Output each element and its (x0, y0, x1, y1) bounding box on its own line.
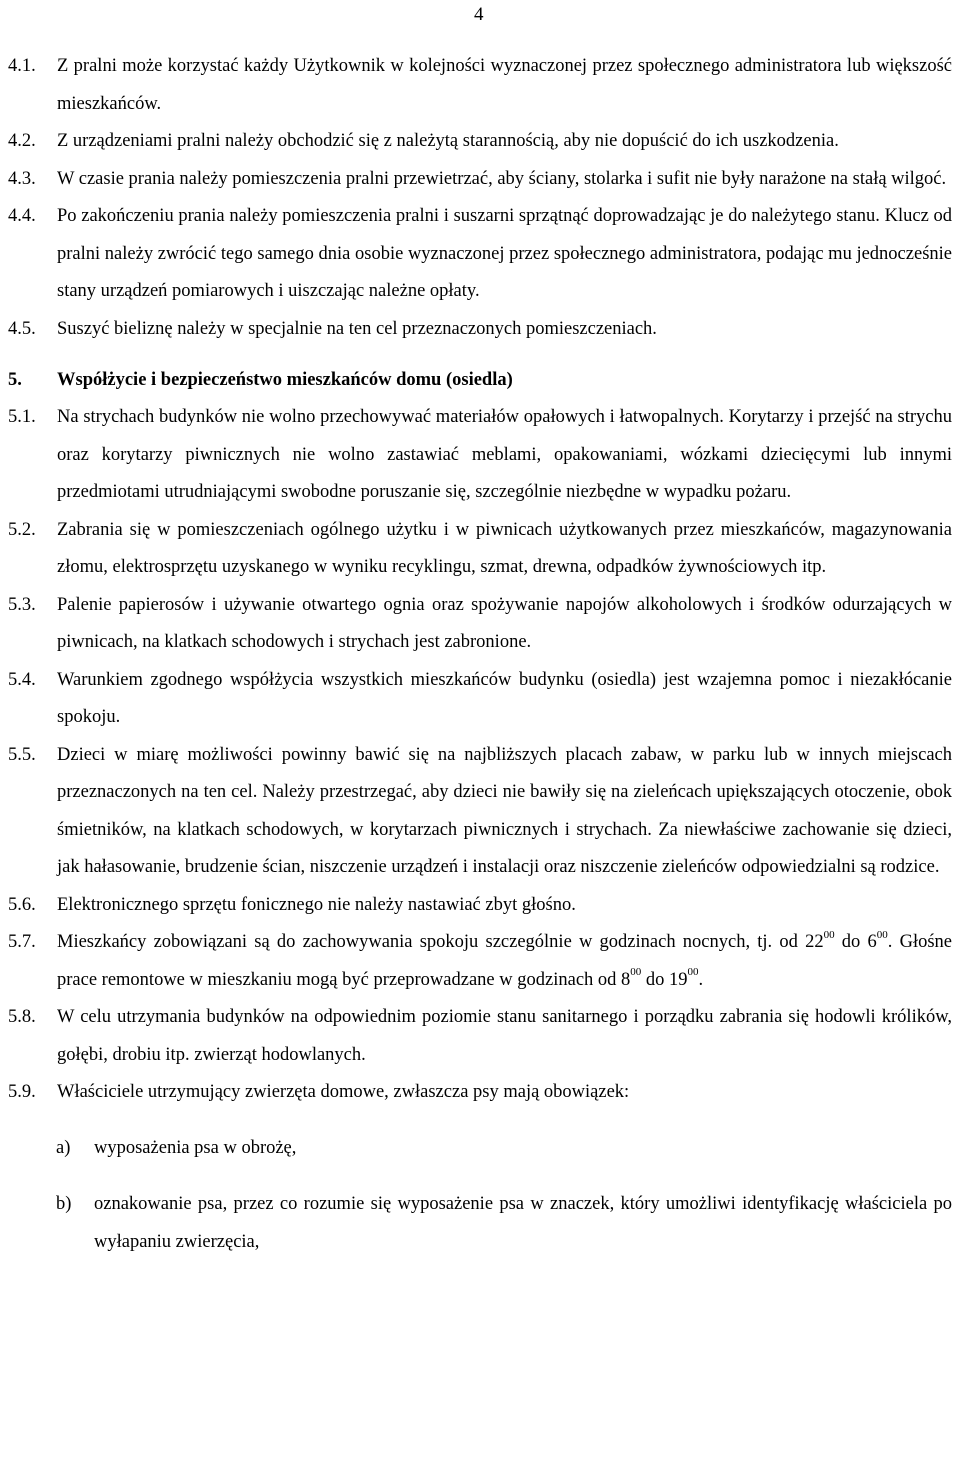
document-body (8, 48, 952, 1280)
paragraph-5-3 (8, 587, 952, 662)
paragraph-5-9 (8, 1074, 952, 1112)
paragraph-4-3 (8, 161, 952, 199)
paragraph-text-part: . (698, 969, 704, 990)
section-number: 5. (8, 370, 22, 390)
section-heading-5 (8, 362, 952, 399)
paragraph-4-2 (8, 123, 952, 161)
list-letter: b) (56, 1194, 72, 1214)
paragraph-text: Właściciele utrzymujący zwierzęta domowe, zwłaszcza psy mają obowiązek: (57, 1082, 630, 1102)
paragraph-4-4 (8, 198, 952, 311)
paragraph-number: 5.6. (8, 894, 36, 915)
paragraph-text: Dzieci w miarę możliwości powinny bawić się na najbliższych placach zabaw, w parku lub w innych miejscach przeznaczonych na ten cel. Należy przestrzegać, aby dzieci nie bawiły się na zieleńcach upiększających otoczenie, obok śmietników, na klatkach schodowych, w korytarzach piwnicznych i strychach. Za niewłaściwe zachowanie się dzieci, jak hałasowanie, brudzenie ścian, niszczenie urządzeń i instalacji oraz niszczenie zieleńców odpowiedzialni są rodzice. (57, 744, 952, 877)
paragraph-5-1 (8, 399, 952, 512)
paragraph-text: Elektronicznego sprzętu fonicznego nie należy nastawiać zbyt głośno. (57, 894, 576, 915)
paragraph-text: W czasie prania należy pomieszczenia pralni przewietrzać, aby ściany, stolarka i sufit nie były narażone na stałą wilgoć. (57, 168, 947, 189)
paragraph-text: Z pralni może korzystać każdy Użytkownik w kolejności wyznaczonej przez społecznego administratora lub większość mieszkańców. (57, 56, 952, 114)
paragraph-text: Z urządzeniami pralni należy obchodzić się z należytą starannością, aby nie dopuścić do ich uszkodzenia. (57, 131, 839, 151)
paragraph-number: 4.5. (8, 318, 36, 339)
paragraph-number: 5.5. (8, 744, 36, 765)
paragraph-5-5 (8, 737, 952, 887)
paragraph-text-part: do 6 (834, 932, 877, 952)
paragraph-text-part: Mieszkańcy zobowiązani są do zachowywania spokoju szczególnie w godzinach nocnych, tj. od 22 (57, 932, 824, 952)
paragraph-text: Na strychach budynków nie wolno przechowywać materiałów opałowych i łatwopalnych. Korytarzy i przejść na strychu oraz korytarzy piwnicznych nie wolno zastawiać meblami, opakowaniami, wózkami dziecięcymi lub innymi przedmiotami utrudniającymi swobodne poruszanie się, szczególnie niezbędne w wypadku pożaru. (57, 407, 952, 502)
superscript-minutes: 00 (630, 966, 642, 979)
paragraph-text-part: . Głośne prace remontowe w mieszkaniu mogą być przeprowadzane w godzinach od 8 (57, 932, 952, 990)
paragraph-text: W celu utrzymania budynków na odpowiednim poziomie stanu sanitarnego i porządku zabrania się hodowli królików, gołębi, drobiu itp. zwierząt hodowlanych. (57, 1007, 952, 1065)
paragraph-text: Zabrania się w pomieszczeniach ogólnego użytku i w piwnicach użytkowanych przez mieszkańców, magazynowania złomu, elektrosprzętu uzyskanego w wyniku recyklingu, szmat, drewna, odpadków żywnościowych itp. (57, 519, 952, 577)
page-number: 4 (474, 4, 484, 25)
paragraph-4-1 (8, 48, 952, 123)
paragraph-text: Po zakończeniu prania należy pomieszczenia pralni i suszarni sprzątnąć doprowadzając je do należytego stanu. Klucz od pralni należy zwrócić tego samego dnia osobie wyznaczonej przez społecznego administratora, podając mu jednocześnie stany urządzeń pomiarowych i uiszczając należne opłaty. (57, 206, 952, 301)
paragraph-text: Warunkiem zgodnego współżycia wszystkich mieszkańców budynku (osiedla) jest wzajemna pomoc i niezakłócanie spokoju. (57, 669, 952, 727)
list-item-a (8, 1130, 952, 1168)
paragraph-number: 5.2. (8, 519, 36, 540)
paragraph-text: Suszyć bieliznę należy w specjalnie na ten cel przeznaczonych pomieszczeniach. (57, 318, 657, 339)
superscript-minutes: 00 (823, 928, 835, 941)
paragraph-number: 5.8. (8, 1007, 36, 1027)
superscript-minutes: 00 (687, 966, 699, 979)
paragraph-text: Palenie papierosów i używanie otwartego ognia oraz spożywanie napojów alkoholowych i środków odurzających w piwnicach, na klatkach schodowych i strychach jest zabronione. (57, 594, 952, 652)
paragraph-5-8 (8, 999, 952, 1074)
paragraph-number: 5.1. (8, 407, 36, 427)
paragraph-4-5 (8, 311, 952, 349)
paragraph-number: 4.1. (8, 56, 36, 76)
list-item-text: wyposażenia psa w obrożę, (94, 1138, 297, 1158)
paragraph-number: 5.3. (8, 594, 36, 615)
paragraph-number: 5.7. (8, 932, 36, 952)
paragraph-5-4 (8, 662, 952, 737)
list-letter: a) (56, 1138, 71, 1158)
paragraph-number: 5.9. (8, 1082, 36, 1102)
paragraph-5-6 (8, 887, 952, 925)
section-title: Współżycie i bezpieczeństwo mieszkańców domu (osiedla) (57, 370, 513, 390)
paragraph-number: 4.2. (8, 131, 36, 151)
paragraph-number: 5.4. (8, 669, 36, 690)
paragraph-5-7 (8, 924, 952, 999)
list-item-text: oznakowanie psa, przez co rozumie się wyposażenie psa w znaczek, który umożliwi identyfikację właściciela po wyłapaniu zwierzęcia, (94, 1194, 952, 1252)
paragraph-number: 4.4. (8, 206, 36, 226)
paragraph-number: 4.3. (8, 168, 36, 189)
paragraph-5-2 (8, 512, 952, 587)
list-item-b (8, 1186, 952, 1261)
superscript-minutes: 00 (876, 928, 888, 941)
paragraph-text-part: do 19 (641, 969, 688, 990)
